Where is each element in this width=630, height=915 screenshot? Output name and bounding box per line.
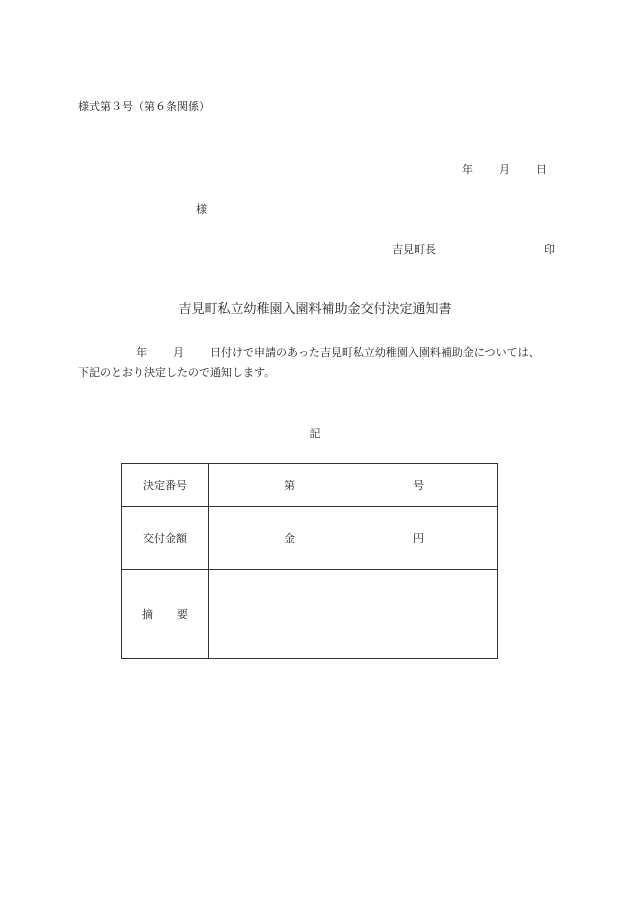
date-day-label: 日 <box>536 163 547 176</box>
ki-heading: 記 <box>309 427 321 440</box>
grant-amount-value <box>209 507 498 570</box>
document-title: 吉見町私立幼稚園入園料補助金交付決定通知書 <box>178 302 452 317</box>
date-line <box>462 164 547 175</box>
body-line-2: 下記のとおり決定したので通知します。 <box>78 366 276 379</box>
body-line-1 <box>136 347 540 358</box>
addressee-honorific: 様 <box>196 203 207 216</box>
body-month-label: 月 <box>173 346 184 359</box>
date-year-label: 年 <box>462 163 473 176</box>
remarks-value <box>209 570 498 659</box>
body-line1-text: 日付けで申請のあった吉見町私立幼稚園入園料補助金については、 <box>210 346 540 359</box>
decision-number-suffix: 号 <box>413 479 424 492</box>
decision-number-label: 決定番号 <box>122 464 209 507</box>
table-row-remarks <box>122 570 498 659</box>
grant-amount-suffix: 円 <box>413 532 424 545</box>
date-month-label: 月 <box>499 163 510 176</box>
table-row-grant-amount <box>122 507 498 570</box>
grant-amount-prefix: 金 <box>284 532 295 545</box>
remarks-label <box>122 570 209 659</box>
table-row-decision-number <box>122 464 498 507</box>
body-year-label: 年 <box>136 346 147 359</box>
form-number: 様式第３号（第６条関係） <box>78 100 210 113</box>
decision-number-prefix: 第 <box>284 479 295 492</box>
grant-amount-label: 交付金額 <box>122 507 209 570</box>
decision-number-value <box>209 464 498 507</box>
remarks-label-b: 要 <box>177 608 188 621</box>
seal-mark: 印 <box>544 243 555 256</box>
detail-table <box>121 463 498 659</box>
remarks-label-a: 摘 <box>142 608 153 621</box>
issuer-title: 吉見町長 <box>392 243 436 256</box>
